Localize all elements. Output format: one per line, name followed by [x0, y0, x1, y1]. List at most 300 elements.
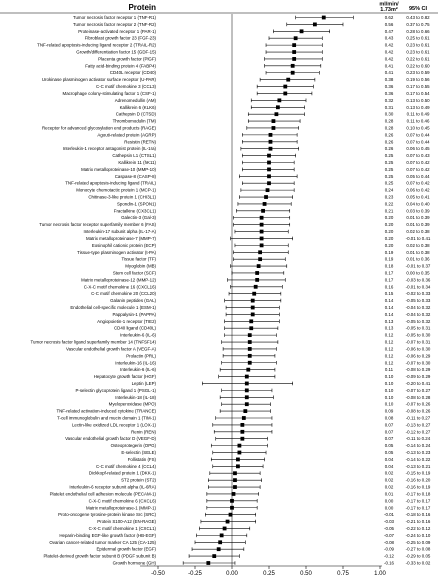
estimate-value: 0.10 — [384, 401, 394, 407]
estimate-value: -0.09 — [383, 546, 395, 552]
forest-row — [109, 402, 431, 407]
point-estimate — [243, 409, 247, 413]
point-estimate — [255, 271, 259, 275]
point-estimate — [260, 216, 264, 220]
forest-row — [115, 98, 430, 103]
estimate-value: 0.20 — [384, 222, 394, 228]
ci-value: -0.20 to 0.41 — [405, 380, 431, 386]
estimate-value: 0.25 — [384, 153, 394, 159]
ci-value: 0.01 to 0.38 — [406, 249, 430, 255]
ci-value: -0.14 to 0.24 — [405, 443, 431, 449]
ci-value: 0.06 to 0.42 — [406, 187, 430, 193]
estimate-value: 0.00 — [384, 498, 394, 504]
protein-label: Resistin (RETN) — [124, 139, 156, 145]
estimate-value: 0.21 — [384, 208, 394, 214]
point-estimate — [223, 527, 227, 531]
point-estimate — [264, 195, 268, 199]
protein-label: Monocyte chemotactic protein 1 (MCP-1) — [76, 187, 156, 193]
estimate-value: 0.25 — [384, 166, 394, 172]
ci-value: 0.22 to 0.60 — [406, 63, 430, 69]
ci-value: -0.13 to 0.27 — [405, 422, 431, 428]
forest-row — [77, 250, 430, 255]
protein-label: Endothelial cell-specific molecule 1 (ESM-1) — [70, 305, 156, 311]
x-tick-label: 0.50 — [300, 571, 312, 576]
point-estimate — [260, 223, 264, 227]
protein-label: Interleukin-6 (IL-6) — [120, 367, 156, 373]
estimate-value: 0.07 — [384, 422, 394, 428]
forest-row — [86, 236, 431, 241]
forest-row — [76, 50, 430, 55]
estimate-value: -0.07 — [383, 532, 395, 538]
ml-min-header-line2: 1.73m² — [380, 7, 398, 13]
ci-value: -0.22 to 0.12 — [405, 525, 431, 531]
protein-label: Urokinase plasminogen activator surface receptor (U-PAR) — [41, 77, 156, 83]
estimate-value: 0.31 — [384, 104, 394, 110]
protein-label: Osteoprotegerin (OPG) — [110, 443, 156, 449]
forest-row — [73, 22, 430, 27]
estimate-value: 0.62 — [384, 15, 394, 20]
point-estimate — [206, 561, 210, 565]
estimate-value: 0.07 — [384, 429, 394, 435]
forest-row — [92, 243, 430, 248]
point-estimate — [260, 243, 264, 247]
protein-label: Platelet endothelial cell adhesion molecule (PECAM-1) — [49, 491, 156, 497]
protein-label: P-selectin glycoprotein ligand 1 (PSGL-1) — [75, 387, 156, 393]
ci-value: 0.00 to 0.35 — [406, 270, 430, 276]
estimate-value: 0.07 — [384, 436, 394, 442]
protein-label: Receptor for advanced glycosylation end products (RAGE) — [42, 125, 156, 131]
protein-label: Renin (REN) — [131, 429, 156, 435]
forest-row — [132, 381, 431, 386]
point-estimate — [238, 444, 242, 448]
point-estimate — [233, 485, 237, 489]
protein-label: Angiopoietin-1 receptor (TIE2) — [97, 318, 156, 324]
estimate-value: 0.41 — [384, 70, 394, 76]
point-estimate — [260, 237, 264, 241]
forest-row — [114, 326, 431, 331]
protein-label: Tumor necrosis factor receptor superfamily member 6 (FAS) — [39, 222, 156, 228]
estimate-value: -0.01 — [383, 512, 395, 518]
protein-label: Interleukin-1 receptor antagonist protein (IL-1ra) — [62, 146, 156, 152]
ci-value: -0.08 to 0.26 — [405, 408, 431, 414]
estimate-value: 0.01 — [384, 491, 394, 497]
point-estimate — [252, 292, 256, 296]
ci-value: -0.11 to 0.24 — [405, 436, 431, 442]
estimate-value: -0.12 — [383, 553, 395, 559]
protein-label: TNF-related apoptosis-inducing ligand (TRAIL) — [65, 180, 156, 186]
point-estimate — [322, 16, 326, 20]
estimate-value: 0.26 — [384, 132, 394, 138]
forest-row — [84, 284, 431, 289]
forest-row — [66, 346, 431, 351]
point-estimate — [226, 520, 230, 524]
forest-row — [120, 105, 431, 110]
estimate-value: 0.22 — [384, 201, 394, 207]
protein-label: Cathepsin L1 (CTSL1) — [112, 153, 156, 159]
forest-row — [97, 519, 431, 524]
estimate-value: 0.04 — [384, 463, 394, 469]
protein-label: Growth hormone (GH) — [112, 560, 156, 566]
point-estimate — [292, 43, 296, 47]
ci-value: -0.03 to 0.36 — [405, 277, 431, 283]
forest-row — [91, 291, 431, 296]
ci-value: -0.13 to 0.23 — [405, 450, 431, 456]
point-estimate — [245, 402, 249, 406]
point-estimate — [245, 395, 249, 399]
forest-row — [113, 119, 430, 124]
protein-label: E-selectin (SELE) — [121, 450, 156, 456]
estimate-value: 0.18 — [384, 263, 394, 269]
forest-row — [85, 36, 430, 41]
forest-row — [63, 91, 431, 96]
forest-row — [85, 63, 430, 68]
estimate-value: 0.12 — [384, 332, 394, 338]
ci-value: 0.07 to 0.43 — [406, 153, 430, 159]
forest-row — [112, 312, 430, 317]
ci-value: 0.06 to 0.45 — [406, 146, 430, 152]
estimate-value: 0.14 — [384, 305, 394, 311]
ci-value: -0.17 to 0.17 — [405, 505, 431, 511]
protein-label: Matrix metalloproteinase-10 (MMP-10) — [81, 166, 156, 172]
point-estimate — [267, 174, 271, 178]
ci-value: 0.07 to 0.44 — [406, 139, 430, 145]
protein-label: Proteinase-activated receptor 1 (PAR-1) — [78, 28, 156, 34]
point-estimate — [212, 554, 216, 558]
forest-row — [42, 77, 430, 82]
point-estimate — [240, 430, 244, 434]
estimate-value: 0.28 — [384, 125, 394, 131]
protein-label: C-X-C motif chemokine 1 (CXCL1) — [88, 525, 156, 531]
forest-row — [125, 264, 431, 269]
x-tick-label: -0.25 — [188, 571, 202, 576]
point-estimate — [240, 437, 244, 441]
protein-label: Vascular endothelial growth factor D (VEGF-D) — [65, 436, 156, 442]
point-estimate — [255, 278, 259, 282]
protein-label: Interleukin-18 (IL-18) — [115, 394, 156, 400]
estimate-value: 0.36 — [384, 90, 394, 96]
estimate-value: 0.10 — [384, 387, 394, 393]
protein-label: TNF-related apoptosis-inducing ligand receptor 2 (TRAIL-R2) — [37, 42, 156, 48]
estimate-value: 0.19 — [384, 249, 394, 255]
point-estimate — [251, 299, 255, 303]
ci-value: -0.07 to 0.26 — [405, 401, 431, 407]
estimate-value: 0.25 — [384, 180, 394, 186]
protein-label: CD40 ligand (CD40L) — [114, 325, 156, 331]
ci-value: 0.11 to 0.46 — [406, 118, 430, 124]
estimate-value: 0.12 — [384, 360, 394, 366]
point-estimate — [248, 340, 252, 344]
protein-label: Interleukin-6 (IL-6) — [120, 332, 156, 338]
point-estimate — [233, 478, 237, 482]
protein-label: Protein S100-A12 (EN-RAGE) — [97, 519, 156, 525]
point-estimate — [236, 458, 240, 462]
ci-value: -0.21 to 0.16 — [405, 519, 431, 525]
point-estimate — [251, 306, 255, 310]
protein-label: Platelet-derived growth factor subunit B (PDGF subunit B) — [43, 553, 156, 559]
protein-label: Thrombomodulin (TM) — [112, 118, 156, 124]
estimate-value: 0.24 — [384, 187, 394, 193]
estimate-value: 0.04 — [384, 456, 394, 462]
ci-value: 0.01 to 0.36 — [406, 256, 430, 262]
forest-row — [117, 201, 430, 206]
ci-value: 0.02 to 0.38 — [406, 242, 430, 248]
ci-value: 0.22 to 0.61 — [406, 56, 430, 62]
forest-row — [89, 498, 431, 503]
ci-value: -0.12 to 0.27 — [405, 429, 431, 435]
point-estimate — [277, 98, 281, 102]
protein-label: Chitinase-3-like protein 1 (CHI3L1) — [88, 194, 156, 200]
forest-row — [115, 174, 430, 179]
point-estimate — [245, 388, 249, 392]
point-estimate — [248, 333, 252, 337]
ci-value: -0.01 to 0.37 — [405, 263, 431, 269]
point-estimate — [260, 230, 264, 234]
protein-label: T-cell immunoglobulin and mucin domain 1 (TIM-1) — [57, 415, 156, 421]
ci-value: -0.05 to 0.32 — [405, 318, 431, 324]
ci-value: 0.07 to 0.42 — [406, 160, 430, 166]
point-estimate — [236, 464, 240, 468]
protein-label: Spondin-1 (SPON1) — [116, 201, 156, 207]
point-estimate — [240, 423, 244, 427]
protein-label: Follistatin (FS) — [127, 456, 156, 462]
protein-label: Ovarian cancer-related tumor marker CA 125 (CA-125) — [49, 539, 156, 545]
protein-label: C-X-C motif chemokine 6 (CXCL6) — [88, 498, 156, 504]
point-estimate — [263, 202, 267, 206]
point-estimate — [251, 313, 255, 317]
forest-row — [98, 56, 430, 61]
ci-value: -0.16 to 0.19 — [405, 484, 431, 490]
forest-row — [44, 554, 431, 559]
ci-value: -0.06 to 0.29 — [405, 353, 431, 359]
protein-label: Matrix metalloproteinase-7 (MMP-7) — [85, 235, 156, 241]
forest-row — [120, 367, 431, 372]
point-estimate — [267, 154, 271, 158]
forest-row — [59, 533, 431, 538]
point-estimate — [283, 92, 287, 96]
point-estimate — [276, 105, 280, 109]
forest-row — [70, 305, 431, 310]
estimate-value: 0.42 — [384, 49, 394, 55]
estimate-value: 0.20 — [384, 215, 394, 221]
forest-row — [86, 505, 431, 510]
estimate-value: -0.05 — [383, 525, 395, 531]
forest-row — [94, 374, 431, 379]
estimate-value: 0.17 — [384, 277, 394, 283]
estimate-value: 0.19 — [384, 256, 394, 262]
ci-value: -0.13 to 0.21 — [405, 463, 431, 469]
estimate-value: 0.25 — [384, 173, 394, 179]
ci-value: 0.17 to 0.54 — [406, 90, 430, 96]
protein-label: C-X-C motif chemokine 16 (CXCL16) — [83, 284, 156, 290]
protein-label: Kallikrein 11 (hK11) — [118, 160, 156, 166]
estimate-value: 0.10 — [384, 374, 394, 380]
ci-value: 0.23 to 0.59 — [406, 70, 430, 76]
estimate-value: 0.02 — [384, 470, 394, 476]
estimate-value: 0.56 — [384, 21, 394, 27]
point-estimate — [249, 326, 253, 330]
point-estimate — [269, 147, 273, 151]
protein-label: Vascular endothelial growth factor A (VEGF-A) — [66, 346, 156, 352]
estimate-value: 0.25 — [384, 160, 394, 166]
forest-row — [116, 112, 430, 117]
estimate-value: 0.10 — [384, 394, 394, 400]
x-tick-label: 1.00 — [374, 571, 386, 576]
estimate-value: -0.03 — [383, 519, 395, 525]
point-estimate — [313, 23, 317, 27]
x-tick-label: 0.75 — [337, 571, 349, 576]
estimate-value: 0.15 — [384, 291, 394, 297]
forest-row — [118, 160, 430, 165]
point-estimate — [218, 540, 222, 544]
point-estimate — [267, 181, 271, 185]
estimate-value: 0.12 — [384, 353, 394, 359]
estimate-value: 0.42 — [384, 42, 394, 48]
point-estimate — [246, 368, 250, 372]
forest-row — [121, 450, 431, 455]
protein-label: Galectin-3 (Gal-3) — [121, 215, 156, 221]
ci-value: 0.10 to 0.45 — [406, 125, 430, 131]
estimate-value: 0.36 — [384, 84, 394, 90]
protein-label: ST2 protein (ST2) — [121, 477, 156, 483]
ci-value: -0.05 to 0.30 — [405, 332, 431, 338]
forest-row — [110, 298, 431, 303]
ci-value: -0.18 to 0.16 — [405, 512, 431, 518]
forest-row — [89, 526, 431, 531]
ci-value: -0.11 to 0.27 — [405, 415, 431, 421]
estimate-value: 0.13 — [384, 318, 394, 324]
ml-min-header-line1: ml/min/ — [379, 1, 399, 8]
estimate-value: 0.20 — [384, 229, 394, 235]
ci-value: 0.19 to 0.56 — [406, 77, 430, 83]
ci-value: -0.07 to 0.27 — [405, 387, 431, 393]
protein-label: Fractalkine (CX3CL1) — [113, 208, 156, 214]
forest-row — [122, 257, 431, 262]
estimate-value: 0.20 — [384, 235, 394, 241]
point-estimate — [269, 133, 273, 137]
forest-row — [126, 353, 431, 358]
estimate-value: 0.41 — [384, 63, 394, 69]
x-tick-label: -0.50 — [151, 571, 165, 576]
protein-label: Cathepsin D (CTSD) — [115, 111, 156, 117]
point-estimate — [242, 416, 246, 420]
forest-row — [31, 340, 431, 345]
point-estimate — [258, 257, 262, 261]
ci-value: 0.01 to 0.39 — [406, 215, 430, 221]
forest-row — [58, 512, 431, 517]
ci-value: -0.29 to 0.05 — [405, 553, 431, 559]
forest-row — [111, 443, 431, 448]
ci-value: -0.33 to 0.02 — [405, 560, 431, 566]
point-estimate — [294, 36, 298, 40]
forest-row — [37, 43, 430, 48]
point-estimate — [286, 78, 290, 82]
estimate-value: 0.02 — [384, 484, 394, 490]
ci-value: -0.02 to 0.33 — [405, 291, 431, 297]
point-estimate — [233, 471, 237, 475]
point-estimate — [217, 547, 221, 551]
forest-row — [115, 395, 431, 400]
estimate-value: 0.12 — [384, 346, 394, 352]
protein-label: Hepatocyte growth factor (HGF) — [93, 374, 156, 380]
ci-value: -0.15 to 0.19 — [405, 470, 431, 476]
ci-value: -0.01 to 0.34 — [405, 284, 431, 290]
estimate-value: 0.47 — [384, 28, 394, 34]
protein-label: Kallikrein 6 (KLK6) — [119, 104, 156, 110]
forest-row — [120, 333, 431, 338]
ci-value: -0.17 to 0.17 — [405, 498, 431, 504]
estimate-value: 0.05 — [384, 450, 394, 456]
point-estimate — [291, 64, 295, 68]
estimate-value: 0.28 — [384, 118, 394, 124]
point-estimate — [258, 250, 262, 254]
protein-label: Matrix metalloproteinase-12 (MMP-12) — [81, 277, 156, 283]
point-estimate — [257, 264, 261, 268]
forest-row — [96, 464, 431, 469]
ci-value: 0.07 to 0.42 — [406, 166, 430, 172]
forest-row — [115, 360, 431, 365]
ci-value: -0.24 to 0.10 — [405, 532, 431, 538]
forest-row — [89, 471, 431, 476]
rows-layer — [31, 15, 431, 566]
ci-value: 0.07 to 0.42 — [406, 180, 430, 186]
ci-value: -0.05 to 0.33 — [405, 298, 431, 304]
estimate-value: 0.08 — [384, 415, 394, 421]
point-estimate — [254, 285, 258, 289]
forest-row — [96, 547, 430, 552]
forest-row — [113, 561, 431, 566]
point-estimate — [292, 57, 296, 61]
estimate-value: -0.08 — [383, 539, 395, 545]
point-estimate — [248, 361, 252, 365]
x-tick-label: 0.00 — [226, 571, 238, 576]
forest-row — [131, 429, 431, 434]
estimate-value: 0.05 — [384, 443, 394, 449]
protein-label: Fibroblast growth factor 23 (FGF-23) — [84, 35, 156, 41]
protein-label: Agouti-related protein (AGRP) — [97, 132, 156, 138]
ci-column-header: 95% CI — [408, 6, 428, 12]
point-estimate — [266, 188, 270, 192]
forest-row — [39, 222, 430, 227]
ci-value: -0.06 to 0.30 — [405, 346, 431, 352]
ci-value: 0.01 to 0.39 — [406, 222, 430, 228]
ci-value: -0.01 to 0.41 — [405, 235, 431, 241]
protein-label: Myoglobin (MB) — [125, 263, 156, 269]
x-tick-label: 0.25 — [263, 571, 275, 576]
protein-label: Dickkopf-related protein 1 (DKK-1) — [88, 470, 156, 476]
ci-value: 0.02 to 0.38 — [406, 229, 430, 235]
forest-row — [73, 15, 430, 20]
protein-label: Growth/differentiation factor 15 (GDF-15) — [76, 49, 156, 55]
point-estimate — [249, 319, 253, 323]
ci-value: 0.23 to 0.61 — [406, 42, 430, 48]
protein-label: Matrix metalloproteinase-1 (MMP-1) — [85, 505, 156, 511]
forest-row — [42, 125, 430, 130]
estimate-value: -0.16 — [383, 560, 395, 566]
protein-label: Macrophage colony-stimulating factor 1 (CSF-1) — [62, 90, 156, 96]
protein-label: Tissue factor (TF) — [121, 256, 156, 262]
forest-row — [81, 167, 430, 172]
protein-label: TNF-related activation-induced cytokine (TRANCE) — [56, 408, 156, 414]
point-estimate — [291, 71, 295, 75]
forest-row — [128, 457, 431, 462]
estimate-value: 0.10 — [384, 380, 394, 386]
ci-value: 0.28 to 0.66 — [406, 28, 430, 34]
ci-value: -0.16 to 0.20 — [405, 477, 431, 483]
forest-row — [69, 485, 431, 490]
ci-value: -0.08 to 0.28 — [405, 394, 431, 400]
protein-label: Pappalysin-1 (PAPPA) — [112, 311, 156, 317]
forest-row — [124, 139, 430, 144]
